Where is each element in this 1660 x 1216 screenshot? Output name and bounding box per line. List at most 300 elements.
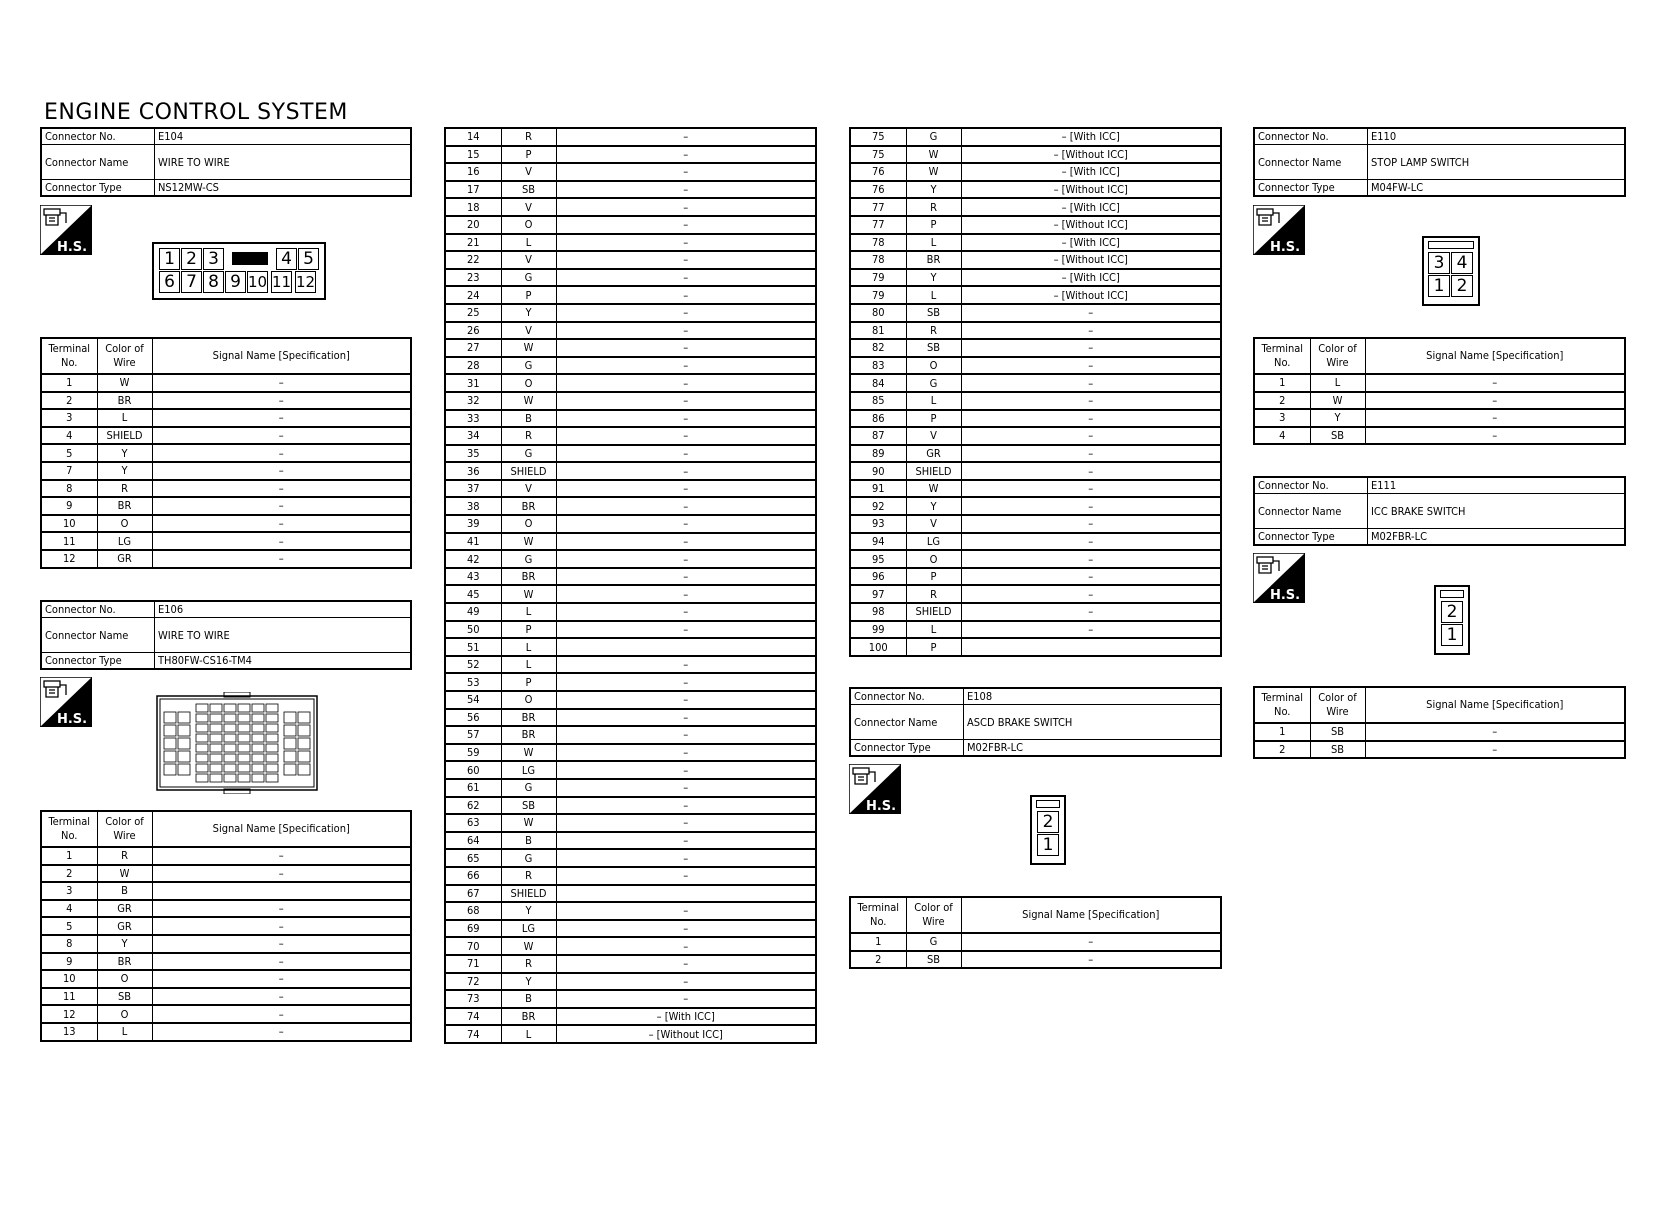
e104-info-table xyxy=(40,127,412,197)
connector-no-value: E111 xyxy=(1368,477,1626,494)
signal-cell: – xyxy=(556,585,816,603)
signal-cell: – xyxy=(152,392,411,410)
color-cell: BR xyxy=(97,392,152,410)
connector-type-value: M04FW-LC xyxy=(1368,180,1626,197)
signal-cell: – xyxy=(961,445,1221,463)
signal-cell: – [Without ICC] xyxy=(961,181,1221,199)
table-row xyxy=(445,691,816,709)
connector-key xyxy=(232,252,268,265)
table-row xyxy=(445,656,816,674)
terminal-no-cell: 12 xyxy=(41,550,97,568)
signal-cell: – xyxy=(152,935,411,953)
terminal-no-cell: 8 xyxy=(41,935,97,953)
table-row xyxy=(850,445,1221,463)
color-cell: R xyxy=(501,955,556,973)
color-cell: SHIELD xyxy=(501,885,556,903)
signal-cell: – xyxy=(556,163,816,181)
terminal-no-cell: 4 xyxy=(41,900,97,918)
signal-cell: – xyxy=(556,445,816,463)
connector-type-label: Connector Type xyxy=(1254,529,1368,546)
color-cell: R xyxy=(906,585,961,603)
color-cell: G xyxy=(501,357,556,375)
table-row xyxy=(1254,409,1625,427)
terminal-no-cell: 11 xyxy=(41,988,97,1006)
table-row xyxy=(850,163,1221,181)
connector-no-label: Connector No. xyxy=(1254,128,1368,145)
table-row xyxy=(850,269,1221,287)
e111-info-table xyxy=(1253,476,1626,546)
e110-connector-face xyxy=(1422,236,1480,306)
hs-harness-icon xyxy=(849,764,901,814)
table-row xyxy=(445,216,816,234)
terminal-no-cell: 64 xyxy=(445,832,501,850)
color-cell: V xyxy=(501,163,556,181)
terminal-no-cell: 9 xyxy=(41,953,97,971)
signal-cell: – xyxy=(961,515,1221,533)
color-cell: L xyxy=(906,392,961,410)
e108-connector-face xyxy=(1030,795,1066,865)
connector-key xyxy=(1440,590,1464,598)
color-header: Color of Wire xyxy=(906,897,961,933)
table-row xyxy=(850,933,1221,951)
terminal-no-cell: 90 xyxy=(850,462,906,480)
color-cell: W xyxy=(501,339,556,357)
terminal-no-cell: 39 xyxy=(445,515,501,533)
signal-cell: – xyxy=(152,480,411,498)
color-cell: R xyxy=(906,198,961,216)
signal-cell: – xyxy=(556,814,816,832)
table-row xyxy=(445,163,816,181)
connector-type-value: M02FBR-LC xyxy=(1368,529,1626,546)
terminal-no-cell: 22 xyxy=(445,251,501,269)
signal-header: Signal Name [Specification] xyxy=(1365,687,1625,723)
terminal-no-cell: 18 xyxy=(445,198,501,216)
table-row xyxy=(445,849,816,867)
terminal-no-cell: 35 xyxy=(445,445,501,463)
color-cell: W xyxy=(906,163,961,181)
color-cell: B xyxy=(501,832,556,850)
signal-cell: – xyxy=(1365,374,1625,392)
signal-cell: – xyxy=(556,322,816,340)
color-cell: Y xyxy=(501,902,556,920)
color-cell: O xyxy=(97,1005,152,1023)
color-cell: BR xyxy=(97,497,152,515)
connector-type-value: M02FBR-LC xyxy=(964,740,1222,757)
signal-header: Signal Name [Specification] xyxy=(961,897,1221,933)
signal-cell: – xyxy=(961,357,1221,375)
color-cell: GR xyxy=(97,917,152,935)
signal-cell: – xyxy=(556,779,816,797)
color-cell: SB xyxy=(501,181,556,199)
color-cell: W xyxy=(97,865,152,883)
table-row xyxy=(445,234,816,252)
table-row xyxy=(41,462,411,480)
signal-cell: – xyxy=(961,550,1221,568)
pin: 12 xyxy=(296,273,316,291)
terminal-no-cell: 66 xyxy=(445,867,501,885)
terminal-no-cell: 79 xyxy=(850,286,906,304)
signal-cell: – xyxy=(556,656,816,674)
connector-name-value: ICC BRAKE SWITCH xyxy=(1368,494,1626,529)
e106-continued-table-1 xyxy=(444,127,817,1044)
table-row xyxy=(445,339,816,357)
table-row xyxy=(445,973,816,991)
connector-no-value: E104 xyxy=(155,128,412,145)
pin: 4 xyxy=(1451,252,1473,274)
table-row xyxy=(41,1005,411,1023)
signal-cell: – xyxy=(556,990,816,1008)
signal-cell: – xyxy=(556,726,816,744)
table-row xyxy=(850,427,1221,445)
terminal-no-cell: 20 xyxy=(445,216,501,234)
terminal-no-cell: 26 xyxy=(445,322,501,340)
terminal-no-cell: 1 xyxy=(41,374,97,392)
terminal-no-cell: 32 xyxy=(445,392,501,410)
terminal-no-cell: 74 xyxy=(445,1008,501,1026)
color-cell: R xyxy=(97,480,152,498)
table-row xyxy=(41,392,411,410)
table-row xyxy=(41,988,411,1006)
table-row xyxy=(850,410,1221,428)
table-row xyxy=(445,427,816,445)
terminal-no-cell: 1 xyxy=(850,933,906,951)
color-cell: L xyxy=(906,234,961,252)
color-cell: SB xyxy=(97,988,152,1006)
terminal-no-cell: 83 xyxy=(850,357,906,375)
table-row xyxy=(850,304,1221,322)
table-row xyxy=(850,392,1221,410)
terminal-no-cell: 59 xyxy=(445,744,501,762)
terminal-no-cell: 34 xyxy=(445,427,501,445)
table-row xyxy=(41,935,411,953)
table-row xyxy=(445,550,816,568)
signal-cell: – xyxy=(152,970,411,988)
signal-cell: – xyxy=(152,1023,411,1041)
terminal-no-cell: 12 xyxy=(41,1005,97,1023)
color-cell: B xyxy=(501,410,556,428)
color-cell: P xyxy=(501,621,556,639)
color-header: Color of Wire xyxy=(97,811,152,847)
terminal-no-cell: 4 xyxy=(41,427,97,445)
signal-cell: – xyxy=(961,497,1221,515)
table-row xyxy=(445,726,816,744)
signal-cell: – xyxy=(556,234,816,252)
color-cell: O xyxy=(501,374,556,392)
terminal-no-header: Terminal No. xyxy=(41,338,97,374)
terminal-no-cell: 33 xyxy=(445,410,501,428)
table-row xyxy=(445,832,816,850)
color-cell: BR xyxy=(501,568,556,586)
color-cell: W xyxy=(906,480,961,498)
pin: 3 xyxy=(1428,252,1450,274)
color-cell: O xyxy=(97,970,152,988)
connector-name-label: Connector Name xyxy=(1254,494,1368,529)
table-row xyxy=(445,621,816,639)
signal-cell: – xyxy=(556,621,816,639)
signal-cell: – xyxy=(556,849,816,867)
terminal-no-cell: 11 xyxy=(41,532,97,550)
color-header: Color of Wire xyxy=(1310,338,1365,374)
signal-cell: – xyxy=(556,832,816,850)
terminal-no-cell: 1 xyxy=(1254,723,1310,741)
table-row xyxy=(445,515,816,533)
hs-label: H.S. xyxy=(56,712,88,727)
e111-terminal-table xyxy=(1253,686,1626,759)
terminal-no-cell: 74 xyxy=(445,1025,501,1043)
table-row xyxy=(445,251,816,269)
signal-cell: – xyxy=(152,900,411,918)
color-cell: BR xyxy=(501,709,556,727)
signal-cell: – xyxy=(556,955,816,973)
terminal-no-cell: 80 xyxy=(850,304,906,322)
terminal-no-cell: 42 xyxy=(445,550,501,568)
terminal-no-cell: 63 xyxy=(445,814,501,832)
signal-header: Signal Name [Specification] xyxy=(1365,338,1625,374)
table-row xyxy=(445,304,816,322)
signal-cell: – xyxy=(961,339,1221,357)
signal-cell: – xyxy=(961,533,1221,551)
table-row xyxy=(850,234,1221,252)
terminal-no-cell: 4 xyxy=(1254,427,1310,445)
table-row xyxy=(850,951,1221,969)
table-row xyxy=(41,900,411,918)
table-row xyxy=(41,953,411,971)
e108-info-table xyxy=(849,687,1222,757)
e106-terminal-table xyxy=(40,810,412,1042)
signal-cell: – xyxy=(556,568,816,586)
signal-cell: – xyxy=(556,867,816,885)
color-cell: Y xyxy=(906,497,961,515)
color-cell: R xyxy=(501,128,556,146)
terminal-no-cell: 65 xyxy=(445,849,501,867)
color-cell: G xyxy=(501,779,556,797)
table-row xyxy=(41,515,411,533)
signal-cell: – [With ICC] xyxy=(961,198,1221,216)
signal-cell: – [With ICC] xyxy=(961,234,1221,252)
table-row xyxy=(850,146,1221,164)
connector-type-label: Connector Type xyxy=(41,653,155,670)
table-row xyxy=(445,920,816,938)
hs-harness-icon xyxy=(1253,553,1305,603)
terminal-no-cell: 100 xyxy=(850,638,906,656)
signal-cell: – xyxy=(961,621,1221,639)
color-cell: Y xyxy=(906,181,961,199)
signal-cell: – xyxy=(152,988,411,1006)
connector-type-value: NS12MW-CS xyxy=(155,180,412,197)
connector-name-value: ASCD BRAKE SWITCH xyxy=(964,705,1222,740)
signal-cell: – xyxy=(556,709,816,727)
terminal-no-cell: 28 xyxy=(445,357,501,375)
terminal-no-cell: 71 xyxy=(445,955,501,973)
color-cell: V xyxy=(501,251,556,269)
color-cell: G xyxy=(501,550,556,568)
terminal-no-cell: 76 xyxy=(850,163,906,181)
signal-cell: – xyxy=(556,480,816,498)
signal-cell: – xyxy=(152,532,411,550)
terminal-no-cell: 16 xyxy=(445,163,501,181)
table-row xyxy=(445,568,816,586)
signal-cell: – xyxy=(556,357,816,375)
signal-cell xyxy=(152,882,411,900)
color-cell: V xyxy=(501,480,556,498)
signal-cell: – xyxy=(1365,392,1625,410)
color-cell: P xyxy=(906,638,961,656)
table-row xyxy=(41,444,411,462)
terminal-no-cell: 52 xyxy=(445,656,501,674)
color-cell: Y xyxy=(97,935,152,953)
color-cell: L xyxy=(501,656,556,674)
color-cell: O xyxy=(906,550,961,568)
table-row xyxy=(41,550,411,568)
signal-cell: – xyxy=(152,409,411,427)
connector-type-value: TH80FW-CS16-TM4 xyxy=(155,653,412,670)
table-row xyxy=(445,286,816,304)
table-row xyxy=(41,917,411,935)
color-cell: SHIELD xyxy=(501,462,556,480)
terminal-no-cell: 17 xyxy=(445,181,501,199)
color-cell: P xyxy=(501,673,556,691)
signal-cell: – [Without ICC] xyxy=(961,286,1221,304)
table-row xyxy=(445,357,816,375)
signal-cell: – xyxy=(961,933,1221,951)
color-header: Color of Wire xyxy=(1310,687,1365,723)
color-cell: O xyxy=(906,357,961,375)
terminal-no-cell: 38 xyxy=(445,497,501,515)
table-row xyxy=(445,480,816,498)
color-cell: G xyxy=(501,445,556,463)
signal-cell: – xyxy=(556,533,816,551)
table-row xyxy=(445,410,816,428)
table-row xyxy=(850,374,1221,392)
signal-cell: – xyxy=(556,181,816,199)
terminal-no-cell: 91 xyxy=(850,480,906,498)
table-row xyxy=(445,198,816,216)
color-cell: G xyxy=(501,269,556,287)
color-cell: O xyxy=(501,515,556,533)
terminal-no-cell: 84 xyxy=(850,374,906,392)
terminal-no-cell: 27 xyxy=(445,339,501,357)
terminal-no-cell: 2 xyxy=(1254,392,1310,410)
connector-type-label: Connector Type xyxy=(41,180,155,197)
terminal-no-cell: 75 xyxy=(850,146,906,164)
terminal-no-cell: 89 xyxy=(850,445,906,463)
color-cell: SB xyxy=(906,951,961,969)
terminal-no-cell: 1 xyxy=(1254,374,1310,392)
signal-header: Signal Name [Specification] xyxy=(152,811,411,847)
terminal-no-cell: 37 xyxy=(445,480,501,498)
e111-connector-face xyxy=(1434,585,1470,655)
terminal-no-cell: 10 xyxy=(41,515,97,533)
hs-label: H.S. xyxy=(865,799,897,814)
color-cell: Y xyxy=(1310,409,1365,427)
color-cell: L xyxy=(97,409,152,427)
table-row xyxy=(1254,723,1625,741)
terminal-no-cell: 98 xyxy=(850,603,906,621)
e110-terminal-table xyxy=(1253,337,1626,445)
pin: 11 xyxy=(272,273,292,291)
signal-cell: – xyxy=(1365,723,1625,741)
signal-cell: – xyxy=(152,917,411,935)
signal-cell: – xyxy=(961,603,1221,621)
color-cell: SHIELD xyxy=(906,462,961,480)
terminal-no-cell: 69 xyxy=(445,920,501,938)
color-cell: V xyxy=(501,322,556,340)
table-row xyxy=(41,970,411,988)
color-cell: G xyxy=(501,849,556,867)
connector-no-value: E108 xyxy=(964,688,1222,705)
signal-cell xyxy=(961,638,1221,656)
e104-terminal-table xyxy=(40,337,412,569)
pin: 1 xyxy=(1037,834,1059,856)
terminal-no-cell: 36 xyxy=(445,462,501,480)
table-row xyxy=(445,867,816,885)
signal-cell: – xyxy=(152,515,411,533)
color-cell: GR xyxy=(97,900,152,918)
color-cell: LG xyxy=(501,761,556,779)
pin: 1 xyxy=(159,248,180,270)
color-cell: GR xyxy=(906,445,961,463)
signal-cell: – xyxy=(556,691,816,709)
pin: 2 xyxy=(181,248,202,270)
color-cell: BR xyxy=(906,251,961,269)
connector-name-label: Connector Name xyxy=(850,705,964,740)
table-row xyxy=(445,146,816,164)
signal-cell: – xyxy=(556,462,816,480)
pin: 2 xyxy=(1451,275,1473,297)
signal-cell: – xyxy=(556,603,816,621)
table-row xyxy=(850,533,1221,551)
color-cell: G xyxy=(906,374,961,392)
terminal-no-cell: 99 xyxy=(850,621,906,639)
pin: 1 xyxy=(1428,275,1450,297)
signal-cell: – xyxy=(961,392,1221,410)
terminal-no-cell: 50 xyxy=(445,621,501,639)
color-header: Color of Wire xyxy=(97,338,152,374)
signal-cell: – xyxy=(556,902,816,920)
terminal-no-cell: 13 xyxy=(41,1023,97,1041)
table-row xyxy=(445,902,816,920)
terminal-no-cell: 1 xyxy=(41,847,97,865)
signal-cell: – [Without ICC] xyxy=(961,216,1221,234)
table-row xyxy=(850,603,1221,621)
connector-no-label: Connector No. xyxy=(41,601,155,618)
signal-cell: – xyxy=(152,444,411,462)
terminal-no-cell: 3 xyxy=(1254,409,1310,427)
color-cell: B xyxy=(501,990,556,1008)
color-cell: V xyxy=(906,427,961,445)
signal-cell: – xyxy=(556,269,816,287)
color-cell: BR xyxy=(97,953,152,971)
terminal-no-cell: 82 xyxy=(850,339,906,357)
terminal-no-cell: 31 xyxy=(445,374,501,392)
table-row xyxy=(1254,392,1625,410)
terminal-no-cell: 62 xyxy=(445,797,501,815)
terminal-no-cell: 67 xyxy=(445,885,501,903)
signal-cell: – xyxy=(1365,741,1625,759)
signal-cell: – xyxy=(961,427,1221,445)
terminal-no-header: Terminal No. xyxy=(850,897,906,933)
e104-connector-face xyxy=(152,242,326,300)
color-cell: W xyxy=(501,533,556,551)
color-cell: L xyxy=(501,638,556,656)
signal-cell: – xyxy=(556,797,816,815)
color-cell: W xyxy=(97,374,152,392)
e106-info-table xyxy=(40,600,412,670)
table-row xyxy=(41,374,411,392)
color-cell: P xyxy=(906,216,961,234)
signal-cell: – [Without ICC] xyxy=(961,146,1221,164)
terminal-no-cell: 81 xyxy=(850,322,906,340)
